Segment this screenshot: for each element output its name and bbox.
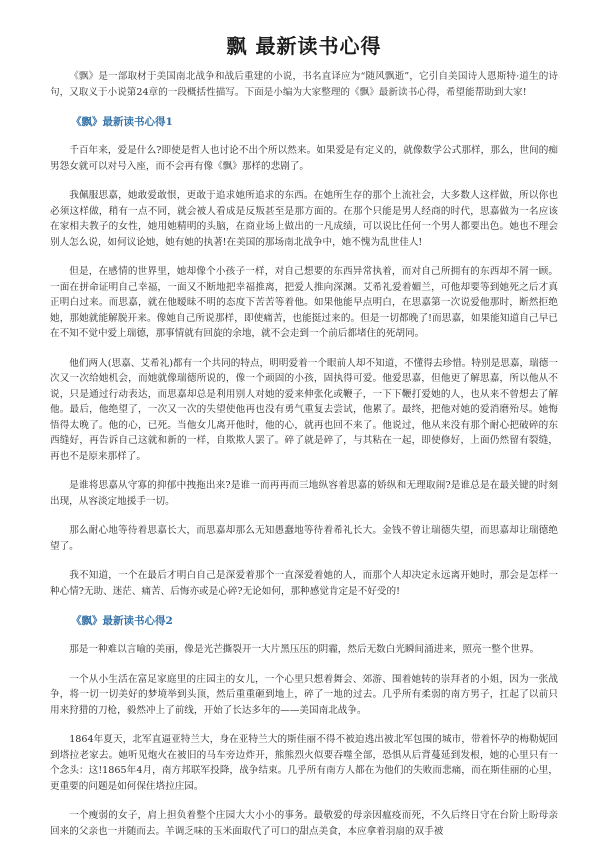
- section-heading-2: 《飘》最新读书心得2: [71, 615, 173, 627]
- section1-paragraph-6: 那么耐心地等待着思嘉长大，而思嘉却那么无知愚蠢地等待着希礼长大。金钱不曾让瑞德失望，而思嘉却让瑞德绝望了。: [50, 525, 558, 552]
- section1-paragraph-3: 但是，在感情的世界里，她却像个小孩子一样，对自己想要的东西异常执着，而对自己所拥有的东西却不屑一顾。一面在拼命证明自己幸福，一面又不断地把幸福推离，把爱人推向深渊。艾希礼爱着媚兰，可他却要等到她死之后才真正明白过来。而思嘉，就在他暧昧不明的态度下苦苦等着他。如果他能早点明白，在思嘉第一次说爱他那时，断然拒绝她，那她就能解脱开来。像她自己所说那样，即使痛苦，也能挺过来的。但是一切都晚了!而思嘉，如果能知道自己早已在不知不觉中爱上瑞德，那事情就有回旋的余地，就不会走到一个前后都堵住的死胡同。: [50, 266, 558, 339]
- section-heading-1: 《飘》最新读书心得1: [71, 116, 173, 128]
- section1-paragraph-4: 他们两人(思嘉、艾希礼)都有一个共同的特点，明明爱着一个眼前人却不知道，不懂得去珍惜。特别是思嘉，瑞德一次又一次给她机会，而她就像瑞德所说的，像一个顽固的小孩，固执得可爱。他爱思嘉，但他更了解思嘉，所以他从不说，只是通过行动表达，而思嘉却总是利用别人对她的爱来伸张化或鞭子，一下下鞭打爱她的人，也从来不曾想去了解他。最后，他绝望了，一次又一次的失望使他再也没有勇气重复去尝试，他累了。最终，把他对她的爱消磨殆尽。她悔悟得太晚了。他的心，已死。当他女儿离开他时，他的心，就再也回不来了。他说过，他从来没有那个耐心把破碎的东西缝好，再告诉自己这就和新的一样，自欺欺人罢了。碎了就是碎了，与其粘在一起，即使修好，上面仍然留有裂缝，再也不是原来那样了。: [50, 357, 558, 462]
- section1-paragraph-2: 我佩服思嘉，她敢爱敢恨，更敢于追求她所追求的东西。在她所生存的那个上流社会，大多数人这样做，所以你也必须这样做，稍有一点不同，就会被人看成是反叛甚至是那方面的。在那个只能是男人经商的时代，思嘉做为一名应该在家相夫教子的女性，她用她精明的头脑，在商业场上做出的一凡成绩，可以说比任何一个男人都要出色。她也不理会别人怎么说，如何议论她，她有她的执著!在美国的那场南北战争中，她不愧为乱世佳人!: [50, 190, 558, 248]
- section1-paragraph-5: 是谁将思嘉从守寡的抑郁中拽拖出来?是谁一而再再而三地纵容着思嘉的娇纵和无理取闹?是谁总是在最关键的时刻出现，从容淡定地援手一切。: [50, 480, 558, 507]
- page-title: 飘 最新读书心得: [226, 34, 382, 58]
- section2-paragraph-3: 1864年夏天，北军直逼亚特兰大，身在亚特兰大的斯佳丽不得不被迫逃出被北军包围的城市，带着怀孕的梅勒妮回到塔拉老家去。她听见炮火在被旧的马车旁边炸开，熊熊烈火似要吞噬全部，恐惧从后背蔓延到发根，她的心里只有一个念头：这!1865年4月，南方邦联军投降，战争结束。几乎所有南方人都在为他们的失败而悲痛，而在斯佳丽的心里，更重要的问题是如何保住塔拉庄园。: [50, 734, 558, 792]
- section1-paragraph-1: 千百年来，爱是什么?即使是哲人也讨论不出个所以然来。如果爱是有定义的，就像数学公式那样，那么，世间的痴男怨女就可以对号入座，而不会再有像《飘》那样的悲剧了。: [50, 145, 558, 172]
- intro-paragraph: 《飘》是一部取材于美国南北战争和战后重建的小说，书名直译应为“随风飘逝”，它引自美国诗人恩斯特·道生的诗句，又取义于小说第24章的一段概括性描写。下面是小编为大家整理的《飘》最新读书心得，希望能帮助到大家!: [50, 71, 558, 98]
- section2-paragraph-4: 一个瘦弱的女子，肩上担负着整个庄园大大小小的事务。最敬爱的母亲因瘟疫而死，不久后终日守在台阶上盼母亲回来的父亲也一并随而去。羊调乏味的玉米面取代了可口的甜点美食，本应拿着羽扇的双手被: [50, 810, 558, 837]
- section1-paragraph-7: 我不知道，一个在最后才明白自己是深爱着那个一直深爱着她的人，而那个人却决定永远离开她时，那会是怎样一种心情?无助、迷茫、痛苦、后悔亦或是心碎?无论如何，那种感觉肯定是不好受的!: [50, 570, 558, 597]
- section2-paragraph-2: 一个从小生活在富足家庭里的庄园主的女儿，一个心里只想着舞会、郊游、围着她转的崇拜者的小姐，因为一张战争，将一切一切美好的梦境举到头顶，然后重重砸到地上，碎了一地的过去。几乎所有柔弱的南方男子，扛起了以前只用来狩猎的刀枪，毅然冲上了前线，开始了长达多年的——美国南北战争。: [50, 673, 558, 716]
- section2-paragraph-1: 那是一种难以言喻的美丽，像是光芒撕裂开一大片黑压压的阴霾，然后无数白光瞬间涌进来，照亮一整个世界。: [69, 644, 540, 655]
